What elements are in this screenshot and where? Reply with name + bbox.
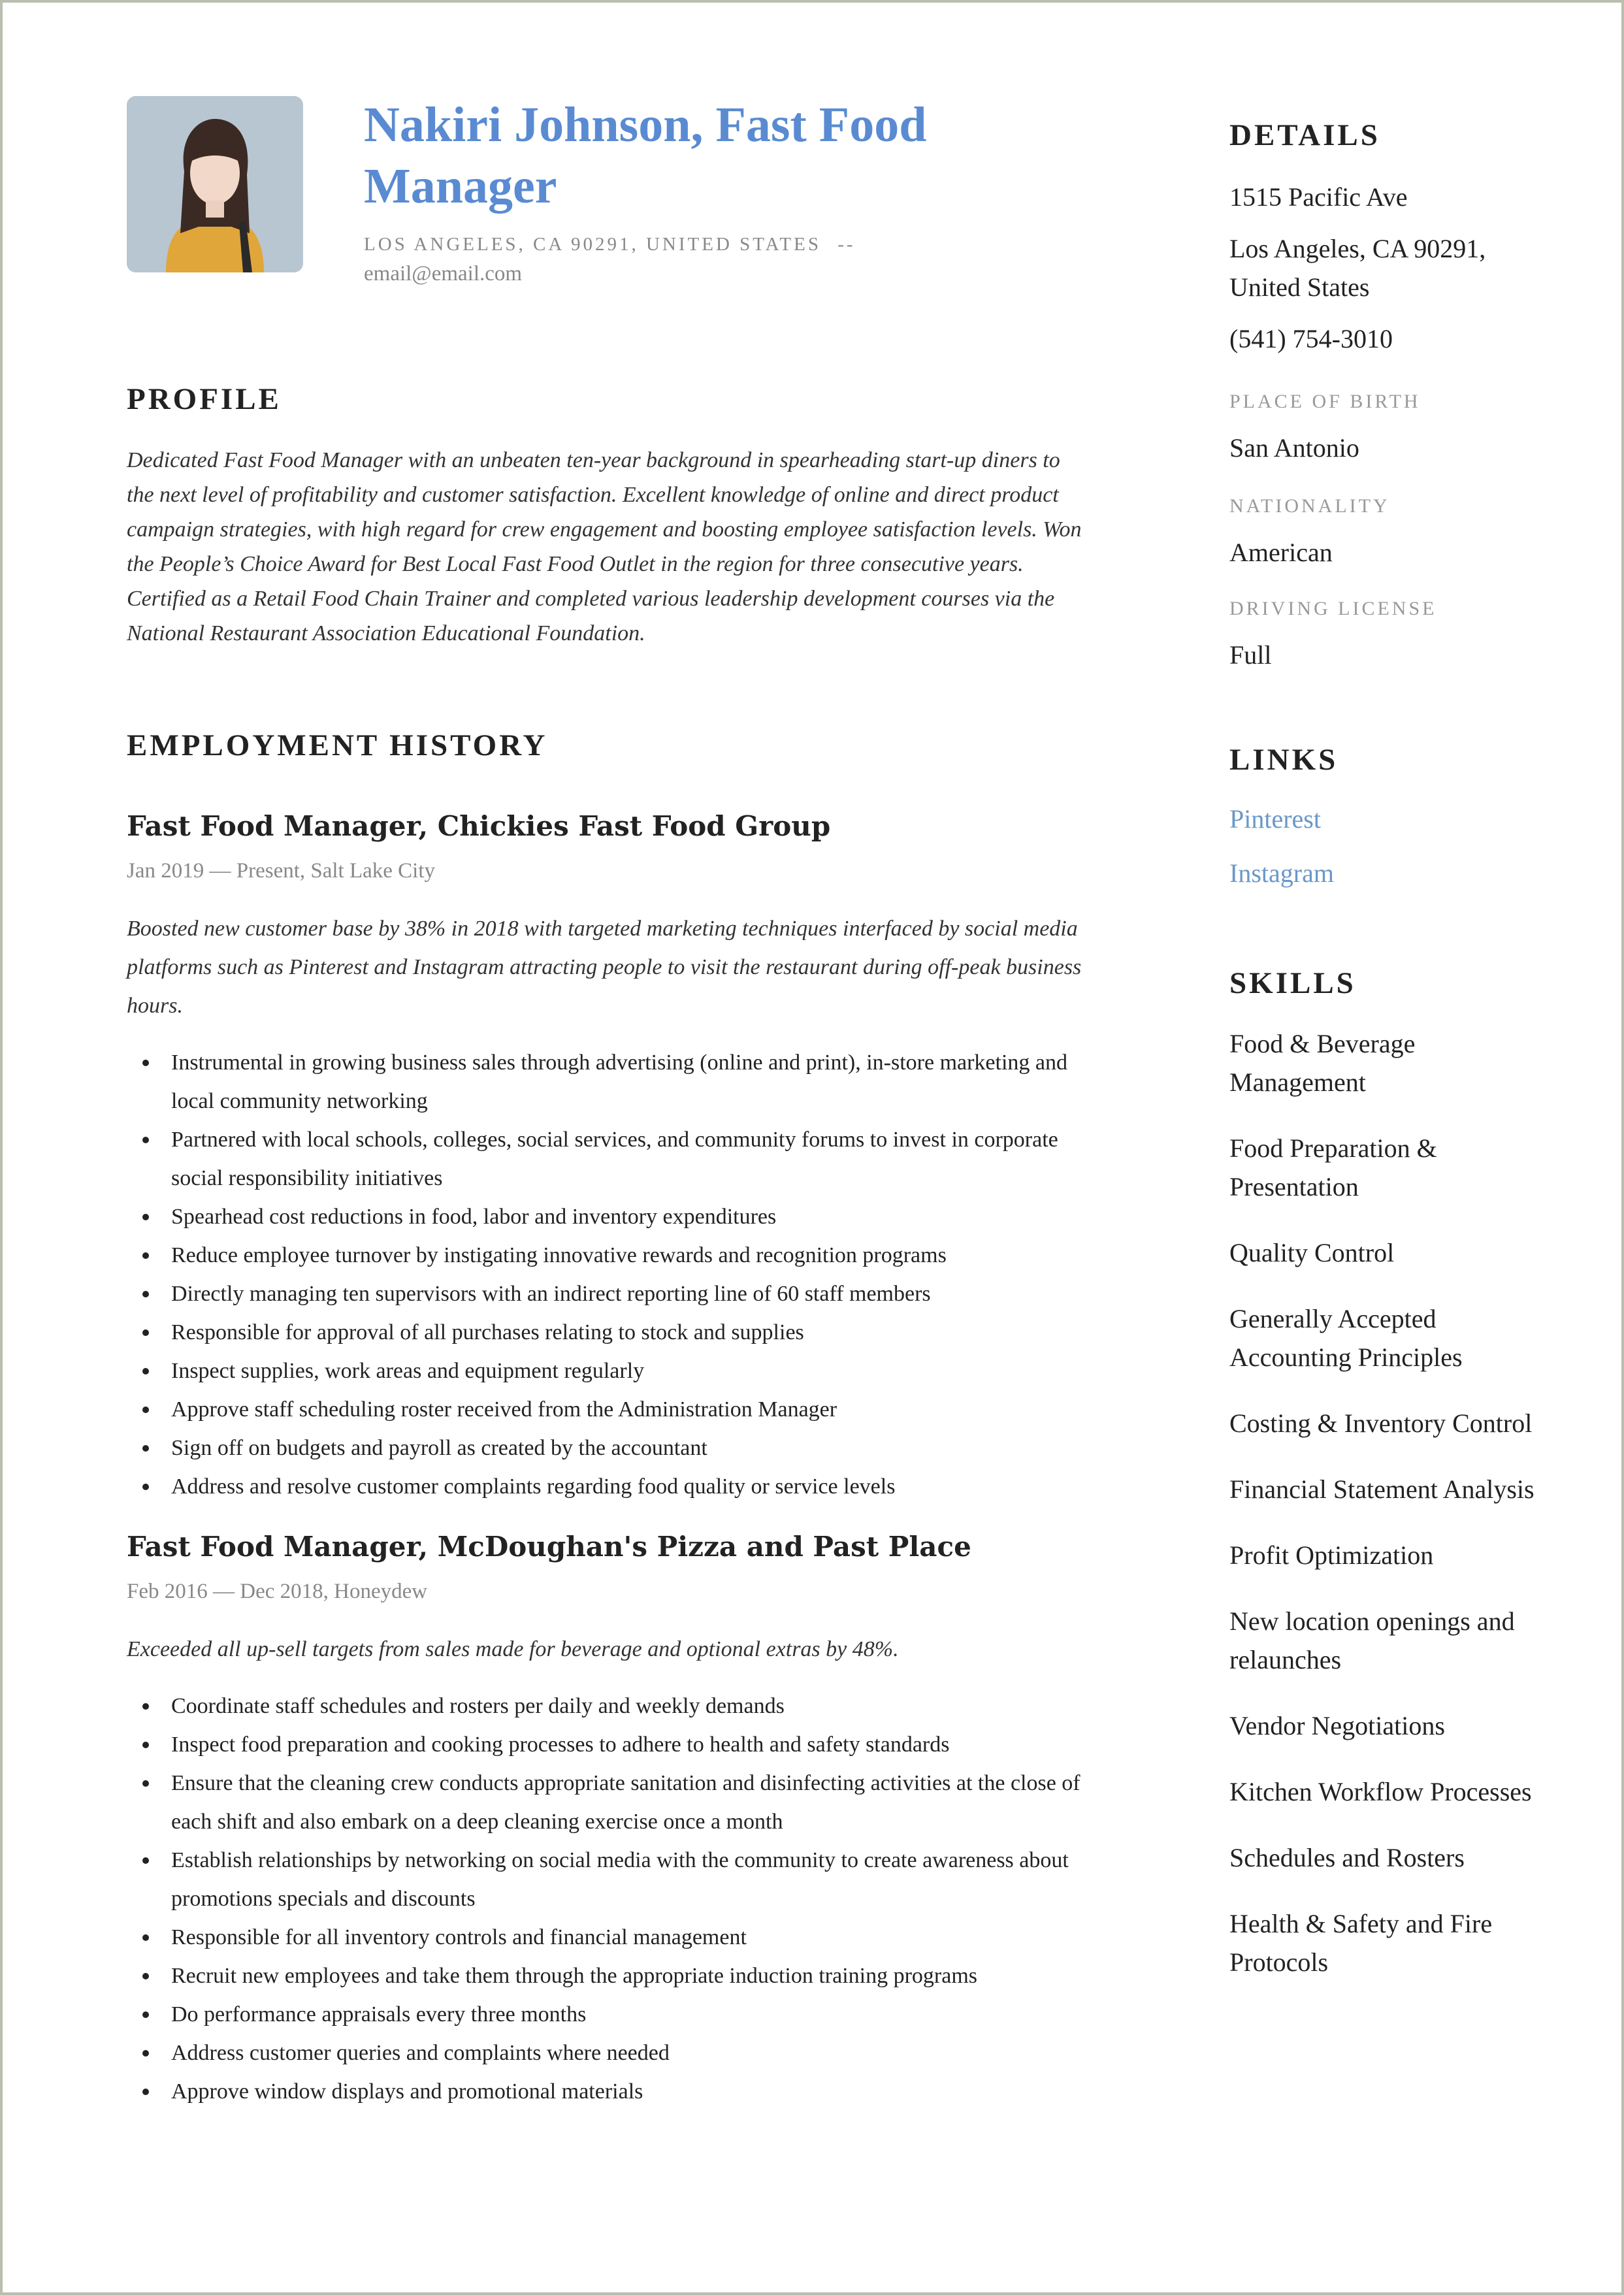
bullet-dot-icon — [142, 1214, 149, 1220]
job-bullet — [127, 1197, 1087, 1236]
bullet-text: Responsible for approval of all purchases relating to stock and supplies — [171, 1320, 804, 1344]
address-separator: -- — [837, 234, 856, 255]
profile-text: Dedicated Fast Food Manager with an unbeaten ten-year background in spearheading start-up diners to the next level of profitability and customer satisfaction. Excellent knowledge of online and direct product campaign strategies, with high regard for crew engagement and boosting employee satisfaction levels. Won the People’s Choice Award for Best Local Fast Food Outlet in the region for three consecutive years. Certified as a Retail Food Chain Trainer and completed various leadership development courses via the National Restaurant Association Educational Foundation. — [127, 448, 1082, 645]
link-instagram[interactable]: Instagram — [1229, 858, 1334, 888]
bullet-text: Address customer queries and complaints where needed — [171, 2041, 670, 2065]
job-title: Fast Food Manager, McDoughan's Pizza and Past Place — [127, 1531, 971, 1563]
bullet-dot-icon — [142, 1857, 149, 1864]
bullet-text: Directly managing ten supervisors with an indirect reporting line of 60 staff members — [171, 1282, 931, 1306]
resume-header — [127, 94, 1087, 382]
driving-license-label: DRIVING LICENSE — [1229, 598, 1437, 619]
bullet-dot-icon — [142, 1252, 149, 1259]
bullet-text: Instrumental in growing business sales through advertising (online and print), in-store marketing and local community networking — [171, 1050, 1068, 1113]
job-bullet-list — [127, 1043, 1087, 1506]
skill-item: Health & Safety and Fire Protocols — [1229, 1909, 1493, 1977]
bullet-dot-icon — [142, 1060, 149, 1066]
link-pinterest[interactable]: Pinterest — [1229, 804, 1321, 834]
job-bullet — [127, 1918, 1087, 1957]
bullet-dot-icon — [142, 1407, 149, 1413]
bullet-dot-icon — [142, 1742, 149, 1748]
skill-item: Food Preparation & Presentation — [1229, 1133, 1437, 1201]
job-bullet — [127, 1313, 1087, 1352]
profile-heading: PROFILE — [127, 382, 282, 416]
job-entry — [127, 1531, 1087, 2111]
bullet-text: Responsible for all inventory controls and financial management — [171, 1925, 747, 1949]
job-dates-location: Feb 2016 — Dec 2018, Honeydew — [127, 1580, 428, 1603]
job-bullet — [127, 1841, 1087, 1918]
bullet-dot-icon — [142, 1780, 149, 1787]
job-bullet — [127, 1120, 1087, 1197]
bullet-dot-icon — [142, 1703, 149, 1710]
bullet-text: Establish relationships by networking on social media with the community to create awareness about promotions specials and discounts — [171, 1848, 1069, 1911]
profile-photo — [127, 96, 303, 272]
skill-item: Costing & Inventory Control — [1229, 1408, 1533, 1438]
job-entry — [127, 810, 1087, 1506]
skills-list — [1229, 1024, 1536, 1981]
job-title: Fast Food Manager, Chickies Fast Food Group — [127, 810, 831, 842]
place-of-birth-label: PLACE OF BIRTH — [1229, 391, 1421, 412]
job-bullet — [127, 1236, 1087, 1275]
bullet-text: Reduce employee turnover by instigating innovative rewards and recognition programs — [171, 1243, 947, 1267]
skill-item: Food & Beverage Management — [1229, 1029, 1416, 1097]
bullet-dot-icon — [142, 2011, 149, 2018]
job-bullet — [127, 1429, 1087, 1467]
bullet-text: Approve staff scheduling roster received from the Administration Manager — [171, 1397, 837, 1422]
skill-item: Generally Accepted Accounting Principles — [1229, 1304, 1463, 1372]
job-bullet — [127, 1687, 1087, 1725]
skill-item: Financial Statement Analysis — [1229, 1474, 1535, 1504]
job-summary: Exceeded all up-sell targets from sales made for beverage and optional extras by 48%. — [127, 1637, 899, 1661]
portrait-illustration — [127, 96, 303, 272]
bullet-dot-icon — [142, 1368, 149, 1375]
job-bullet-list — [127, 1687, 1087, 2111]
details-heading: DETAILS — [1229, 118, 1380, 152]
bullet-dot-icon — [142, 1484, 149, 1490]
bullet-text: Ensure that the cleaning crew conducts appropriate sanitation and disinfecting activities at the close of each shift and also embark on a deep cleaning exercise once a month — [171, 1771, 1080, 1834]
sidebar-column — [1229, 94, 1536, 1981]
main-column — [127, 94, 1087, 2111]
bullet-text: Inspect supplies, work areas and equipment regularly — [171, 1359, 645, 1383]
job-bullet — [127, 1467, 1087, 1506]
bullet-text: Recruit new employees and take them through the appropriate induction training programs — [171, 1964, 978, 1988]
bullet-dot-icon — [142, 1934, 149, 1941]
nationality-label: NATIONALITY — [1229, 495, 1390, 517]
bullet-dot-icon — [142, 1973, 149, 1979]
bullet-text: Inspect food preparation and cooking processes to adhere to health and safety standards — [171, 1733, 950, 1757]
driving-license-value: Full — [1229, 640, 1272, 670]
details-phone: (541) 754-3010 — [1229, 324, 1393, 353]
skill-item: New location openings and relaunches — [1229, 1606, 1515, 1674]
links-heading: LINKS — [1229, 743, 1339, 777]
skill-item: Schedules and Rosters — [1229, 1843, 1465, 1872]
job-bullet — [127, 1995, 1087, 2034]
skill-item: Kitchen Workflow Processes — [1229, 1777, 1532, 1806]
candidate-name: Nakiri Johnson, Fast Food Manager — [364, 97, 927, 214]
bullet-dot-icon — [142, 1445, 149, 1452]
bullet-text: Spearhead cost reductions in food, labor and inventory expenditures — [171, 1205, 777, 1229]
job-summary: Boosted new customer base by 38% in 2018 with targeted marketing techniques interfaced by social media platforms such as Pinterest and Instagram attracting people to visit the restaurant during off-peak business hours. — [127, 917, 1082, 1018]
bullet-dot-icon — [142, 1329, 149, 1336]
details-street: 1515 Pacific Ave — [1229, 182, 1408, 212]
skill-item: Vendor Negotiations — [1229, 1711, 1445, 1740]
skill-item: Profit Optimization — [1229, 1540, 1434, 1570]
name-block — [364, 94, 1050, 286]
job-bullet — [127, 1043, 1087, 1120]
job-bullet — [127, 1764, 1087, 1841]
place-of-birth-value: San Antonio — [1229, 433, 1359, 463]
job-bullet — [127, 1725, 1087, 1764]
bullet-dot-icon — [142, 2050, 149, 2057]
job-bullet — [127, 1352, 1087, 1390]
address-text: LOS ANGELES, CA 90291, UNITED STATES — [364, 234, 821, 255]
job-bullet — [127, 1390, 1087, 1429]
bullet-text: Do performance appraisals every three months — [171, 2002, 587, 2026]
skills-heading: SKILLS — [1229, 966, 1356, 1000]
job-bullet — [127, 1275, 1087, 1313]
bullet-dot-icon — [142, 2089, 149, 2095]
job-bullet — [127, 2034, 1087, 2072]
contact-address — [364, 234, 1050, 255]
job-bullet — [127, 2072, 1087, 2111]
employment-heading: EMPLOYMENT HISTORY — [127, 728, 548, 762]
job-dates-location: Jan 2019 — Present, Salt Lake City — [127, 859, 436, 883]
job-bullet — [127, 1957, 1087, 1995]
bullet-dot-icon — [142, 1137, 149, 1143]
bullet-text: Address and resolve customer complaints regarding food quality or service levels — [171, 1474, 896, 1499]
bullet-dot-icon — [142, 1291, 149, 1297]
details-address — [1229, 178, 1536, 358]
contact-email[interactable]: email@email.com — [364, 262, 523, 285]
nationality-value: American — [1229, 538, 1333, 567]
details-city: Los Angeles, CA 90291, United States — [1229, 234, 1486, 302]
bullet-text: Sign off on budgets and payroll as created by the accountant — [171, 1436, 707, 1460]
bullet-text: Coordinate staff schedules and rosters per daily and weekly demands — [171, 1694, 785, 1718]
skill-item: Quality Control — [1229, 1238, 1395, 1267]
bullet-text: Approve window displays and promotional materials — [171, 2079, 643, 2104]
bullet-text: Partnered with local schools, colleges, social services, and community forums to invest in corporate social responsibility initiatives — [171, 1128, 1058, 1190]
